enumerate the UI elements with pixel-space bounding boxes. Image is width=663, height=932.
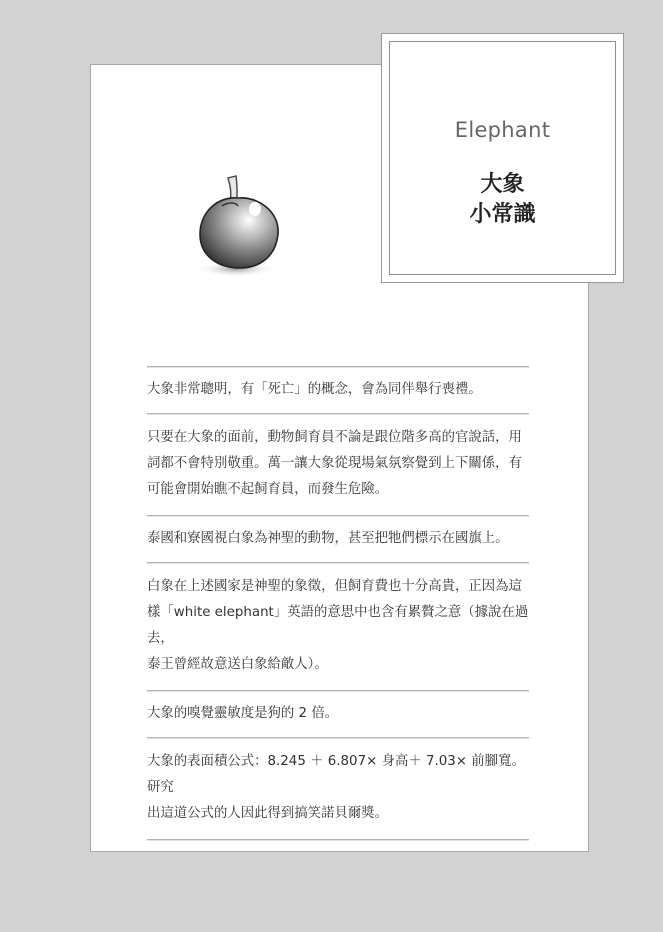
- facts-list: [147, 366, 529, 841]
- english-title: Elephant: [454, 118, 551, 142]
- chinese-title: 大象 小常識: [469, 172, 536, 227]
- fact-item: 大象非常聰明，有「死亡」的概念，會為同伴舉行喪禮。: [147, 382, 482, 397]
- fact-item: 只要在大象的面前，動物飼育員不論是跟位階多高的官說話，用 詞都不會特別敬重。萬一讓大象從現場氣氛察覺到上下關係，有 可能會開始瞧不起飼育員，而發生危險。: [147, 430, 522, 497]
- apple-icon: [192, 172, 288, 282]
- title-box: [381, 33, 624, 283]
- fact-item: 大象的表面積公式：8.245 ＋ 6.807× 身高＋ 7.03× 前腳寬。研究 出這道公式的人因此得到搞笑諾貝爾獎。: [147, 754, 525, 821]
- fact-item: 泰國和寮國視白象為神聖的動物，甚至把牠們標示在國旗上。: [147, 531, 509, 546]
- fact-item: 大象的嗅覺靈敏度是狗的 2 倍。: [147, 706, 339, 721]
- fact-item: 白象在上述國家是神聖的象徵，但飼育費也十分高貴，正因為這 樣「white elephant」英語的意思中也含有累贅之意（據說在過去， 泰王曾經故意送白象給敵人）。: [147, 579, 529, 672]
- title-box-inner-frame: [389, 41, 616, 275]
- divider: [147, 839, 529, 841]
